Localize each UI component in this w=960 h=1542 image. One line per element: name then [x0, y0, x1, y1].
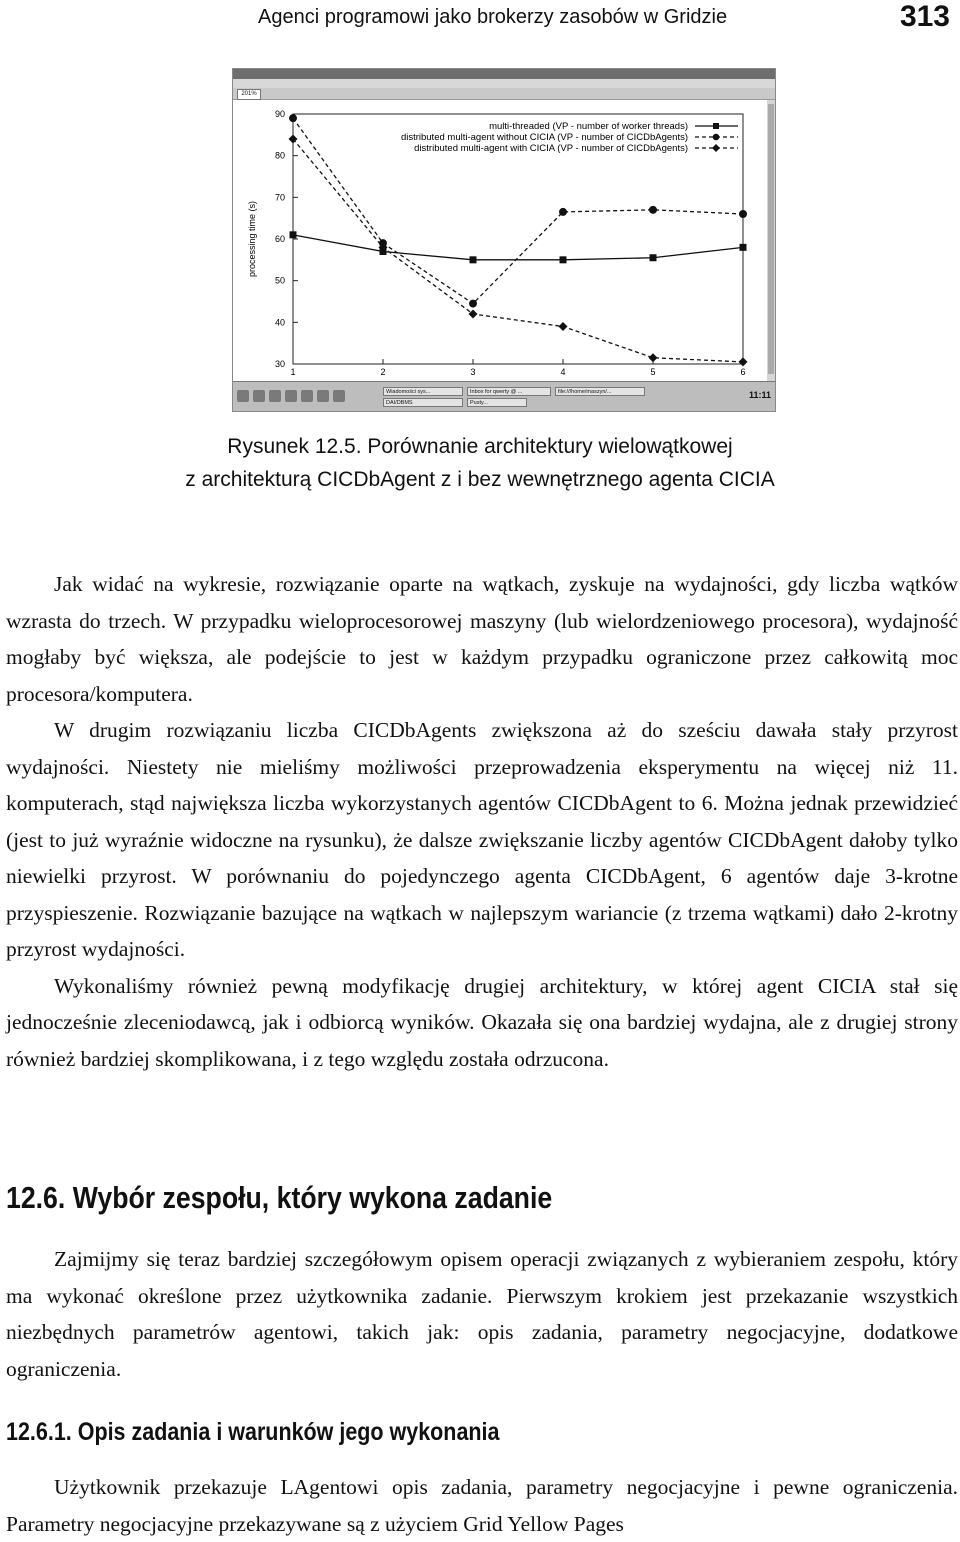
- x-tick-label: 2: [380, 367, 386, 377]
- legend-marker: [713, 123, 719, 129]
- body-text-block: [6, 1469, 958, 1542]
- scrollbar-thumb[interactable]: [768, 104, 774, 374]
- y-tick-label: 50: [274, 275, 285, 286]
- y-tick-label: 90: [274, 109, 285, 119]
- caption-line-1: Rysunek 12.5. Porównanie architektury wielowątkowej: [227, 435, 733, 458]
- task-button[interactable]: DAI/DBMS: [383, 398, 463, 407]
- app-launcher-icon[interactable]: [237, 390, 249, 402]
- tray-clock: 11:11: [748, 390, 771, 400]
- editor-icon[interactable]: [317, 390, 329, 402]
- data-point: [740, 244, 747, 251]
- data-point: [739, 210, 747, 218]
- paragraph: Zajmijmy się teraz bardziej szczegółowym opisem operacji związanych z wybieraniem zespołu, który ma wykonać określone przez użytkownika zadanie. Pierwszym krokiem jest przekazanie wszystkich niezbędnych parametrów agentowi, takich jak: opis zadania, parametry negocjacyjne, dodatkowe ograniczenia.: [6, 1247, 958, 1381]
- y-tick-label: 80: [274, 150, 285, 161]
- body-text-block: [6, 1241, 958, 1387]
- window-menubar: [233, 79, 775, 88]
- body-text-block: [6, 566, 958, 1077]
- legend-label: distributed multi-agent with CICIA (VP - number of CICDbAgents): [414, 143, 688, 154]
- paragraph: Wykonaliśmy również pewną modyfikację drugiej architektury, w której agent CICIA stał się jednocześnie zleceniodawcą, jak i odbiorcą wyników. Okazała się ona bardziej wydajna, ale z drugiej strony również bardziej skomplikowana, i z tego względu została odrzucona.: [6, 973, 958, 1071]
- legend-marker: [713, 134, 720, 141]
- caption-line-2: z architekturą CICDbAgent z i bez wewnętrznego agenta CICIA: [185, 468, 775, 491]
- terminal-icon[interactable]: [269, 390, 281, 402]
- figure-screenshot: [232, 68, 776, 412]
- x-tick-label: 3: [470, 367, 476, 377]
- data-point: [289, 114, 297, 122]
- page-number: 313: [899, 0, 950, 33]
- chart: [233, 100, 767, 382]
- task-button[interactable]: Wiadomości sys...: [383, 387, 463, 396]
- browser-icon[interactable]: [285, 390, 297, 402]
- section-heading: 12.6. Wybór zespołu, który wykona zadanie: [6, 1180, 553, 1215]
- paragraph: Jak widać na wykresie, rozwiązanie oparte na wątkach, zyskuje na wydajności, gdy liczba wątków wzrasta do trzech. W przypadku wieloprocesorowej maszyny (lub wielordzeniowego procesora), wydajność mogłaby być większa, ale podejście to jest w każdym przypadku ograniczone przez całkowitą moc procesora/komputera.: [6, 572, 958, 706]
- y-axis-label: processing time (s): [247, 200, 257, 278]
- data-point: [290, 231, 297, 238]
- vertical-scrollbar[interactable]: [766, 100, 775, 382]
- legend-label: distributed multi-agent without CICIA (VP - number of CICDbAgents): [400, 132, 688, 143]
- task-button[interactable]: Pusty...: [467, 398, 527, 407]
- y-tick-label: 60: [274, 234, 285, 244]
- data-point: [649, 206, 657, 214]
- data-point: [559, 208, 567, 216]
- x-tick-label: 5: [650, 367, 656, 377]
- subsection-heading: 12.6.1. Opis zadania i warunków jego wykonania: [6, 1418, 500, 1446]
- x-tick-label: 6: [740, 367, 746, 377]
- data-point: [650, 254, 657, 261]
- x-tick-label: 4: [560, 367, 566, 377]
- y-tick-label: 30: [274, 359, 285, 369]
- running-head: Agenci programowi jako brokerzy zasobów w Gridzie: [258, 6, 728, 28]
- data-point: [470, 256, 477, 263]
- zoom-field[interactable]: 201%: [237, 89, 261, 100]
- taskbar: [233, 381, 775, 411]
- data-point: [469, 300, 477, 308]
- x-tick-label: 1: [290, 367, 296, 377]
- home-folder-icon[interactable]: [253, 390, 265, 402]
- task-button[interactable]: Inbox for qwerty @ ...: [467, 387, 551, 396]
- figure-caption: [0, 430, 960, 496]
- legend-label: multi-threaded (VP - number of worker threads): [489, 121, 688, 132]
- paragraph: W drugim rozwiązaniu liczba CICDbAgents zwiększona aż do sześciu dawała stały przyrost wydajności. Niestety nie mieliśmy możliwości przeprowadzenia eksperymentu na więcej niż 11. komputerach, stąd największa liczba wykorzystanych agentów CICDbAgent to 6. Można jednak przewidzieć (jest to już wyraźnie widoczne na rysunku), że dalsze zwiększanie liczby agentów CICDbAgent dałoby tylko niewielki przyrost. W porównaniu do pojedynczego agenta CICDbAgent, 6 agentów daje 3-krotne przyspieszenie. Rozwiązanie bazujące na wątkach w najlepszym wariancie (z trzema wątkami) dało 2-krotny przyrost wydajności.: [6, 718, 958, 961]
- y-tick-label: 70: [274, 192, 285, 203]
- window-titlebar: [233, 69, 775, 79]
- task-button[interactable]: file:///home/maszyn/...: [555, 387, 645, 396]
- mail-icon[interactable]: [301, 390, 313, 402]
- y-tick-label: 40: [274, 317, 285, 328]
- window-toolbar: [233, 88, 775, 100]
- settings-icon[interactable]: [333, 390, 345, 402]
- data-point: [560, 256, 567, 263]
- paragraph: Użytkownik przekazuje LAgentowi opis zadania, parametry negocjacyjne i pewne ograniczenia. Parametry negocjacyjne przekazywane są z użyciem Grid Yellow Pages: [6, 1475, 958, 1536]
